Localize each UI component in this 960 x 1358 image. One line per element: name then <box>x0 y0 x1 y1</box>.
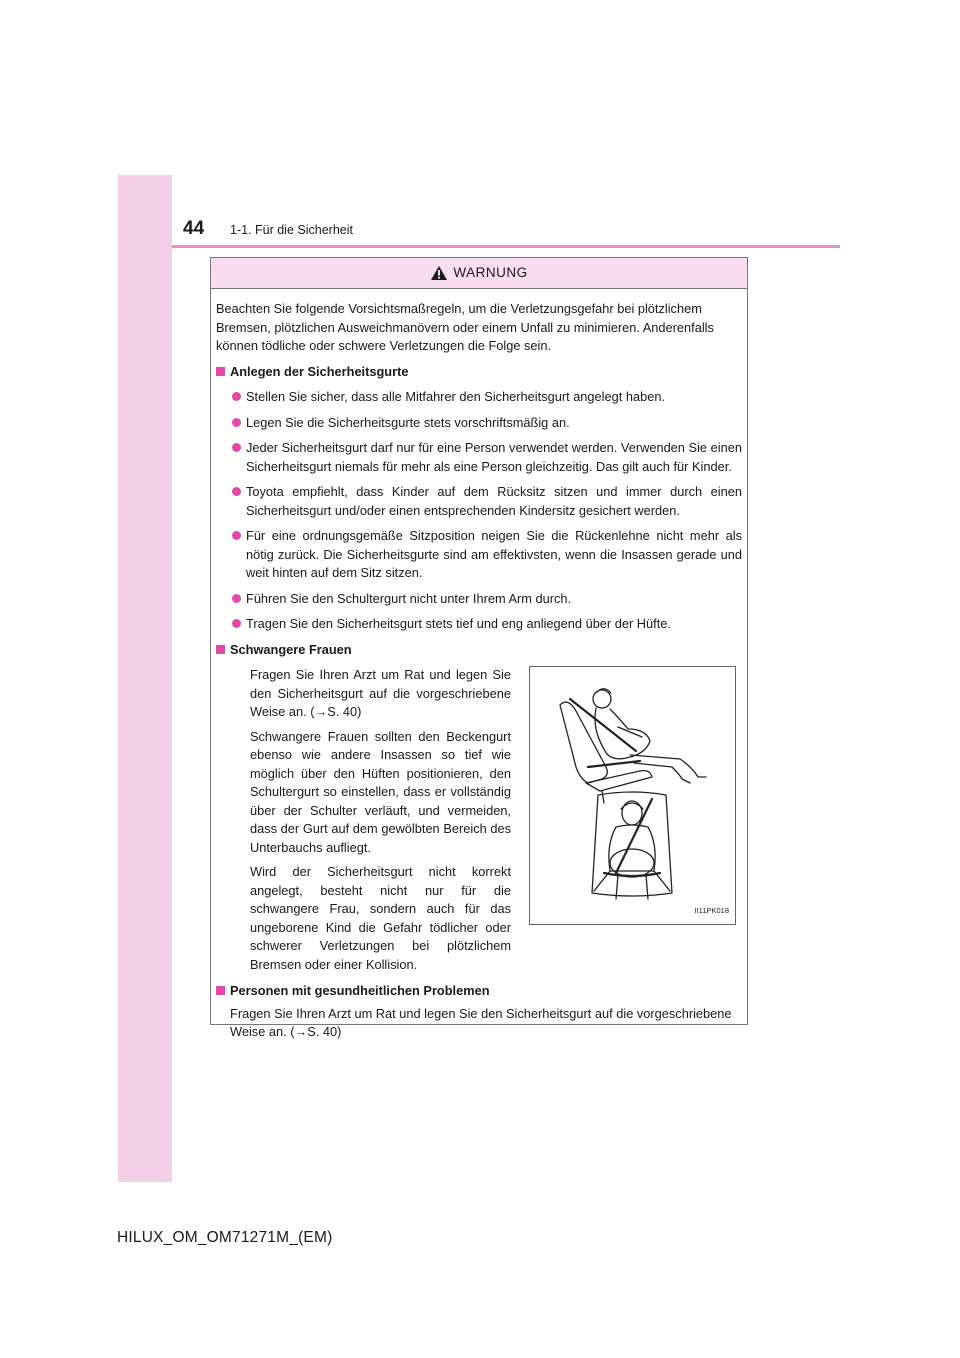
warning-header <box>211 258 747 289</box>
document-id: HILUX_OM_OM71271M_(EM) <box>117 1229 333 1246</box>
page-number: 44 <box>183 218 205 239</box>
section-heading: Schwangere Frauen <box>216 641 742 660</box>
paragraph: Fragen Sie Ihren Arzt um Rat und legen Sie den Sicherheitsgurt auf die vorgeschriebene Weise an. (→S. 40) <box>230 1005 732 1039</box>
circle-bullet-icon <box>232 418 241 427</box>
circle-bullet-icon <box>232 487 241 496</box>
paragraph: Fragen Sie Ihren Arzt um Rat und legen Sie den Sicherheitsgurt auf die vorgeschriebene Weise an. (→S. 40) <box>250 667 511 719</box>
paragraph: Wird der Sicherheitsgurt nicht korrekt angelegt, besteht nicht nur für die schwangere Frau, sondern auch für das ungeborene Kind die Gefahr tödlicher oder schwerer Verletzungen bei plötzlichem Bremsen oder einer Kollision. <box>250 864 511 972</box>
list-item: Für eine ordnungsgemäße Sitzposition neigen Sie die Rückenlehne nicht mehr als nötig zurück. Die Sicherheitsgurte sind am effektivsten, wenn die Insassen gerade und weit hinten auf dem Sitz sitzen. <box>216 527 742 583</box>
figure-code: II11PK018 <box>694 905 729 915</box>
header-divider <box>172 245 840 248</box>
warning-intro: Beachten Sie folgende Vorsichtsmaßregeln, um die Verletzungsgefahr bei plötzlichem Bremsen, plötzlichen Ausweichmanövern oder einem Unfall zu minimieren. Anderenfalls können tödliche oder schwere Verletzungen die Folge sein. <box>216 301 714 353</box>
square-bullet-icon <box>216 367 225 376</box>
list-item: Tragen Sie den Sicherheitsgurt stets tief und eng anliegend über der Hüfte. <box>216 615 742 634</box>
pregnancy-text <box>250 666 511 980</box>
list-item: Legen Sie die Sicherheitsgurte stets vorschriftsmäßig an. <box>216 414 742 433</box>
square-bullet-icon <box>216 986 225 995</box>
section-heading: Anlegen der Sicherheitsgurte <box>216 363 742 382</box>
pregnant-woman-seatbelt-illustration <box>530 667 735 907</box>
pregnancy-section <box>216 666 742 978</box>
section-title: 1-1. Für die Sicherheit <box>230 223 353 237</box>
circle-bullet-icon <box>232 619 241 628</box>
list-item: Jeder Sicherheitsgurt darf nur für eine Person verwendet werden. Verwenden Sie einen Sicherheitsgurt niemals für mehr als eine Person gleichzeitig. Das gilt auch für Kinder. <box>216 439 742 476</box>
square-bullet-icon <box>216 645 225 654</box>
list-item: Führen Sie den Schultergurt nicht unter Ihrem Arm durch. <box>216 590 742 609</box>
warning-triangle-icon <box>430 265 448 281</box>
paragraph: Schwangere Frauen sollten den Beckengurt ebenso wie andere Insassen so tief wie möglich über den Hüften positionieren, den Schultergurt so einstellen, dass er vollständig über der Schulter verläuft, und vermeiden, dass der Gurt auf dem gewölbten Bereich des Unterbauchs aufliegt. <box>250 728 511 855</box>
warning-box <box>210 257 748 1039</box>
section-heading: Personen mit gesundheitlichen Problemen <box>216 982 742 1001</box>
list-item: Stellen Sie sicher, dass alle Mitfahrer den Sicherheitsgurt angelegt haben. <box>216 388 742 407</box>
circle-bullet-icon <box>232 531 241 540</box>
seatbelt-illustration <box>529 666 736 925</box>
warning-title: WARNUNG <box>453 265 528 280</box>
page-margin-band <box>118 175 172 1182</box>
circle-bullet-icon <box>232 443 241 452</box>
list-item: Toyota empfiehlt, dass Kinder auf dem Rücksitz sitzen und immer durch einen Sicherheitsgurt und/oder einen entsprechenden Kindersitz gesichert werden. <box>216 483 742 520</box>
circle-bullet-icon <box>232 594 241 603</box>
warning-body <box>211 288 747 1042</box>
circle-bullet-icon <box>232 392 241 401</box>
